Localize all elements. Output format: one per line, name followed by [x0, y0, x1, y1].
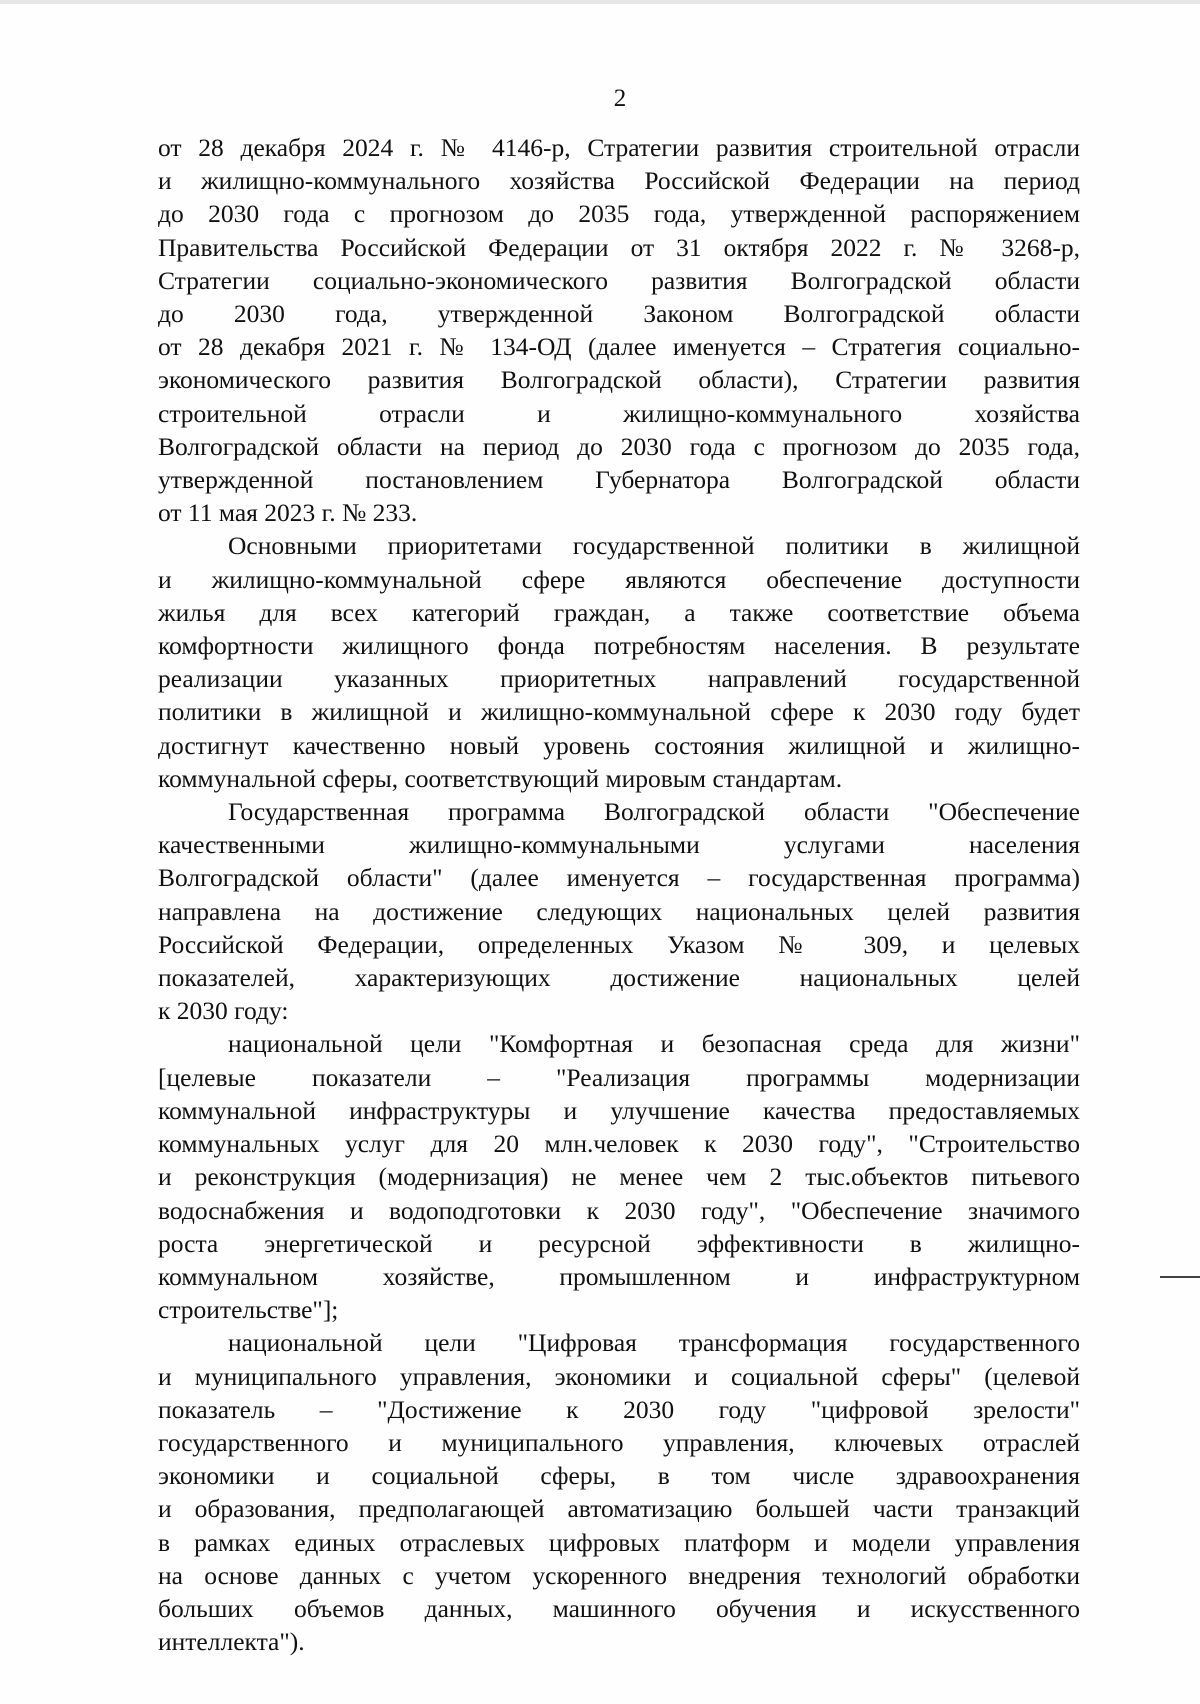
text-line: Волгоградской области" (далее именуется – государственная программа) — [158, 863, 1080, 893]
text-line: реализации указанных приоритетных направлений государственной — [158, 664, 1080, 694]
text-line: национальной цели "Комфортная и безопасная среда для жизни" — [228, 1029, 1080, 1059]
text-line: Российской Федерации, определенных Указом № 309, и целевых — [158, 929, 1080, 959]
text-line: и образования, предполагающей автоматизацию большей части транзакций — [158, 1494, 1080, 1524]
text-line: комфортности жилищного фонда потребностям населения. В результате — [158, 631, 1080, 661]
text-line: жилья для всех категорий граждан, а также соответствие объема — [158, 597, 1080, 627]
text-line: на основе данных с учетом ускоренного внедрения технологий обработки — [158, 1560, 1080, 1590]
text-line: качественными жилищно-коммунальными услугами населения — [158, 830, 1080, 860]
text-line: утвержденной постановлением Губернатора Волгоградской области — [158, 465, 1080, 495]
text-line: и жилищно-коммунального хозяйства Российской Федерации на период — [158, 166, 1080, 196]
text-line: государственного и муниципального управления, ключевых отраслей — [158, 1427, 1080, 1457]
text-line: Государственная программа Волгоградской области "Обеспечение — [228, 797, 1080, 827]
text-line: коммунальной сферы, соответствующий мировым стандартам. — [158, 763, 843, 793]
text-line: от 28 декабря 2021 г. № 134-ОД (далее именуется – Стратегия социально- — [158, 332, 1080, 362]
text-line: Основными приоритетами государственной политики в жилищной — [228, 531, 1080, 561]
document-body — [158, 131, 1080, 1658]
paragraph-strategies — [158, 131, 1080, 529]
text-line: до 2030 года с прогнозом до 2035 года, утвержденной распоряжением — [158, 199, 1080, 229]
paragraph-goal-digital — [158, 1326, 1080, 1658]
text-line: достигнут качественно новый уровень состояния жилищной и жилищно- — [158, 730, 1080, 760]
text-line: коммунальных услуг для 20 млн.человек к 2030 году", "Строительство — [158, 1129, 1080, 1159]
text-line: от 28 декабря 2024 г. № 4146-р, Стратегии развития строительной отрасли — [158, 133, 1080, 162]
text-line: от 11 мая 2023 г. № 233. — [158, 498, 418, 528]
text-line: и муниципального управления, экономики и социальной сферы" (целевой — [158, 1361, 1080, 1391]
text-line: направлена на достижение следующих национальных целей развития — [158, 896, 1080, 926]
text-line: показатель – "Достижение к 2030 году "цифровой зрелости" — [158, 1394, 1080, 1424]
text-line: и реконструкция (модернизация) не менее чем 2 тыс.объектов питьевого — [158, 1162, 1080, 1192]
text-line: интеллекта"). — [158, 1627, 305, 1657]
text-line: экономики и социальной сферы, в том числе здравоохранения — [158, 1461, 1080, 1491]
paragraph-goal-comfort — [158, 1027, 1080, 1326]
text-line: коммунальной инфраструктуры и улучшение качества предоставляемых — [158, 1095, 1080, 1125]
scan-edge — [0, 0, 1200, 4]
text-line: до 2030 года, утвержденной Законом Волгоградской области — [158, 299, 1080, 329]
text-line: коммунальном хозяйстве, промышленном и инфраструктурном — [158, 1261, 1080, 1291]
text-line: экономического развития Волгоградской области), Стратегии развития — [158, 365, 1080, 395]
text-line: к 2030 году: — [158, 996, 289, 1026]
paragraph-priorities — [158, 529, 1080, 795]
text-line: строительстве"]; — [158, 1295, 339, 1325]
page-number: 2 — [613, 85, 627, 112]
scan-margin-mark — [1160, 1276, 1200, 1278]
paragraph-program — [158, 795, 1080, 1027]
text-line: национальной цели "Цифровая трансформация государственного — [228, 1328, 1080, 1358]
text-line: политики в жилищной и жилищно-коммунальной сфере к 2030 году будет — [158, 697, 1080, 727]
text-line: показателей, характеризующих достижение национальных целей — [158, 963, 1080, 993]
text-line: водоснабжения и водоподготовки к 2030 году", "Обеспечение значимого — [158, 1195, 1080, 1225]
text-line: Стратегии социально-экономического развития Волгоградской области — [158, 265, 1080, 295]
text-line: роста энергетической и ресурсной эффективности в жилищно- — [158, 1228, 1080, 1258]
text-line: Волгоградской области на период до 2030 года с прогнозом до 2035 года, — [158, 431, 1080, 461]
text-line: Правительства Российской Федерации от 31 октября 2022 г. № 3268-р, — [158, 232, 1080, 262]
text-line: больших объемов данных, машинного обучения и искусственного — [158, 1593, 1080, 1623]
text-line: в рамках единых отраслевых цифровых платформ и модели управления — [158, 1527, 1080, 1557]
text-line: и жилищно-коммунальной сфере являются обеспечение доступности — [158, 564, 1080, 594]
text-line: [целевые показатели – "Реализация программы модернизации — [158, 1062, 1080, 1092]
text-line: строительной отрасли и жилищно-коммунального хозяйства — [158, 398, 1080, 428]
